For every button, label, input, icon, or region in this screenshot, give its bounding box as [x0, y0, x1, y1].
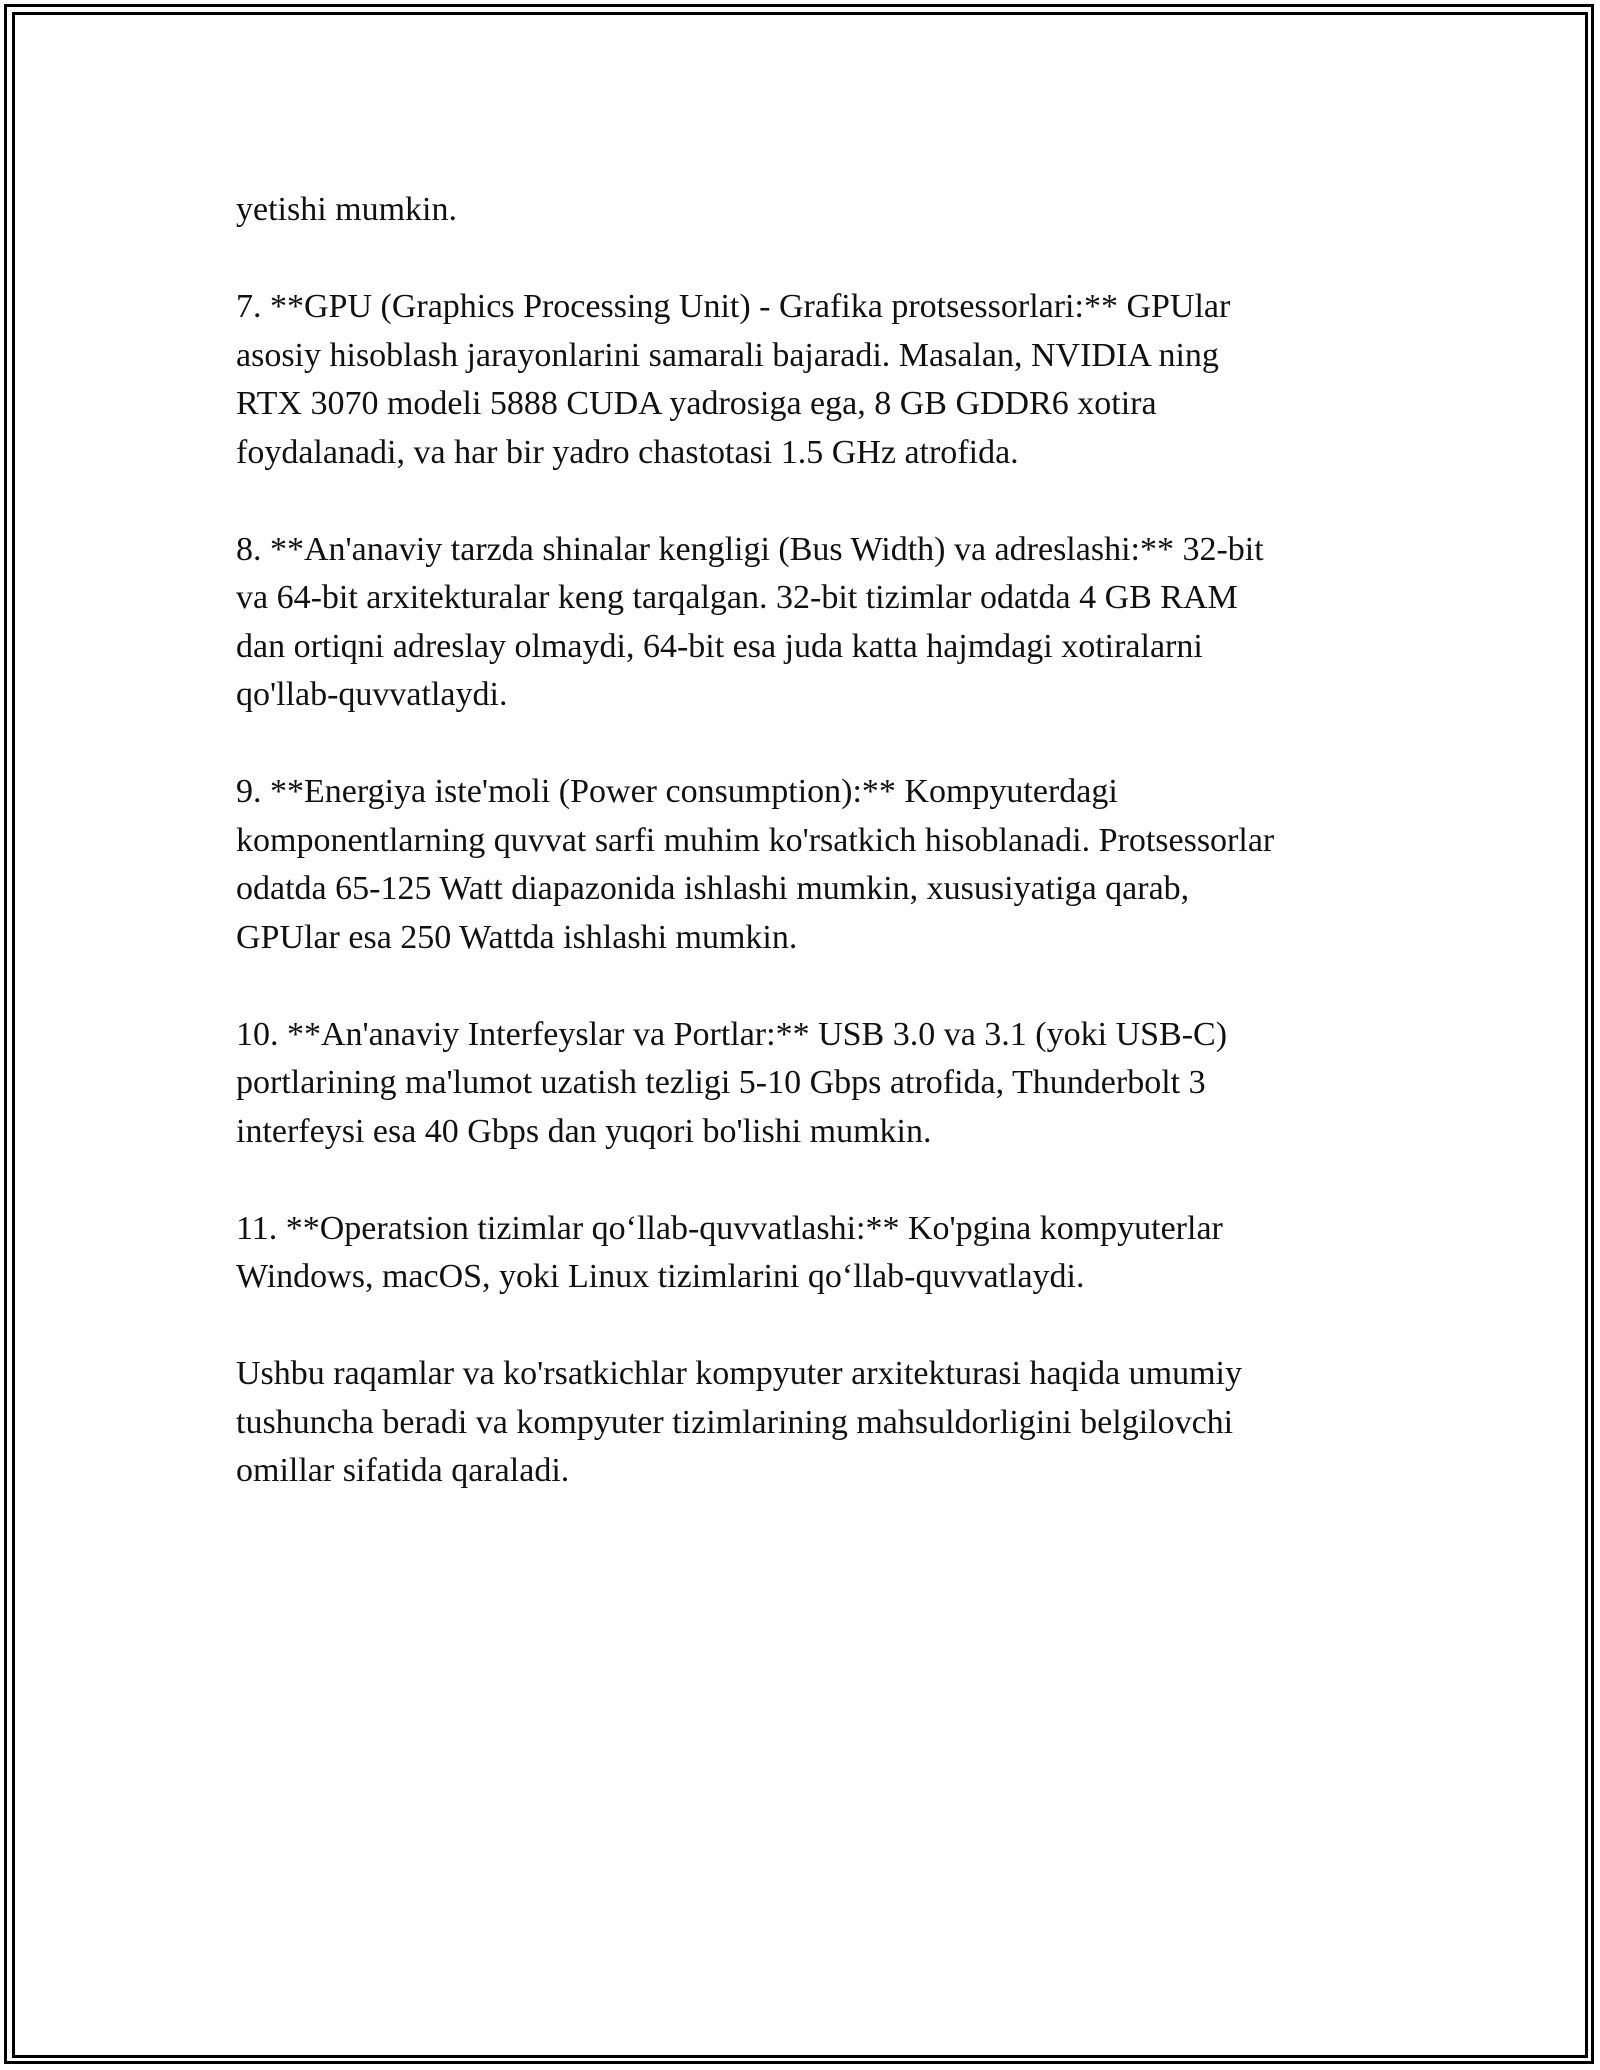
paragraph-bus-width: 8. **An'anaviy tarzda shinalar kengligi (Bus Width) va adreslashi:** 32-bit va 64-bit arxitekturalar keng tarqalgan. 32-bit tizimlar odatda 4 GB RAM dan ortiqni adreslay olmaydi, 64-bit esa juda katta hajmdagi xotiralarni qo'llab-quvvatlaydi. — [236, 530, 1264, 713]
paragraph-power-consumption: 9. **Energiya iste'moli (Power consumption):** Kompyuterdagi komponentlarning quvvat sarfi muhim ko'rsatkich hisoblanadi. Protsessorlar odatda 65-125 Watt diapazonida ishlashi mumkin, xususiyatiga qarab, GPUlar esa 250 Wattda ishlashi mumkin. — [236, 773, 1275, 956]
paragraph-gpu: 7. **GPU (Graphics Processing Unit) - Grafika protsessorlari:** GPUlar asosiy hisoblash jarayonlarini samarali bajaradi. Masalan, NVIDIA ning RTX 3070 modeli 5888 CUDA yadrosiga ega, 8 GB GDDR6 xotira foydalanadi, va har bir yadro chastotasi 1.5 GHz atrofida. — [236, 288, 1231, 471]
paragraph-interfaces-ports: 10. **An'anaviy Interfeyslar va Portlar:** USB 3.0 va 3.1 (yoki USB-C) portlarining ma'lumot uzatish tezligi 5-10 Gbps atrofida, Thunderbolt 3 interfeysi esa 40 Gbps dan yuqori bo'lishi mumkin. — [236, 1015, 1228, 1150]
paragraph-conclusion: Ushbu raqamlar va ko'rsatkichlar kompyuter arxitekturasi haqida umumiy tushuncha beradi va kompyuter tizimlarining mahsuldorligini belgilovchi omillar sifatida qaraladi. — [236, 1355, 1243, 1489]
document-body — [236, 186, 1366, 1544]
paragraph-continuation: yetishi mumkin. — [236, 191, 457, 228]
paragraph-operating-systems: 11. **Operatsion tizimlar qo‘llab-quvvatlashi:** Ko'pgina kompyuterlar Windows, macOS, yoki Linux tizimlarini qo‘llab-quvvatlaydi. — [236, 1209, 1223, 1295]
